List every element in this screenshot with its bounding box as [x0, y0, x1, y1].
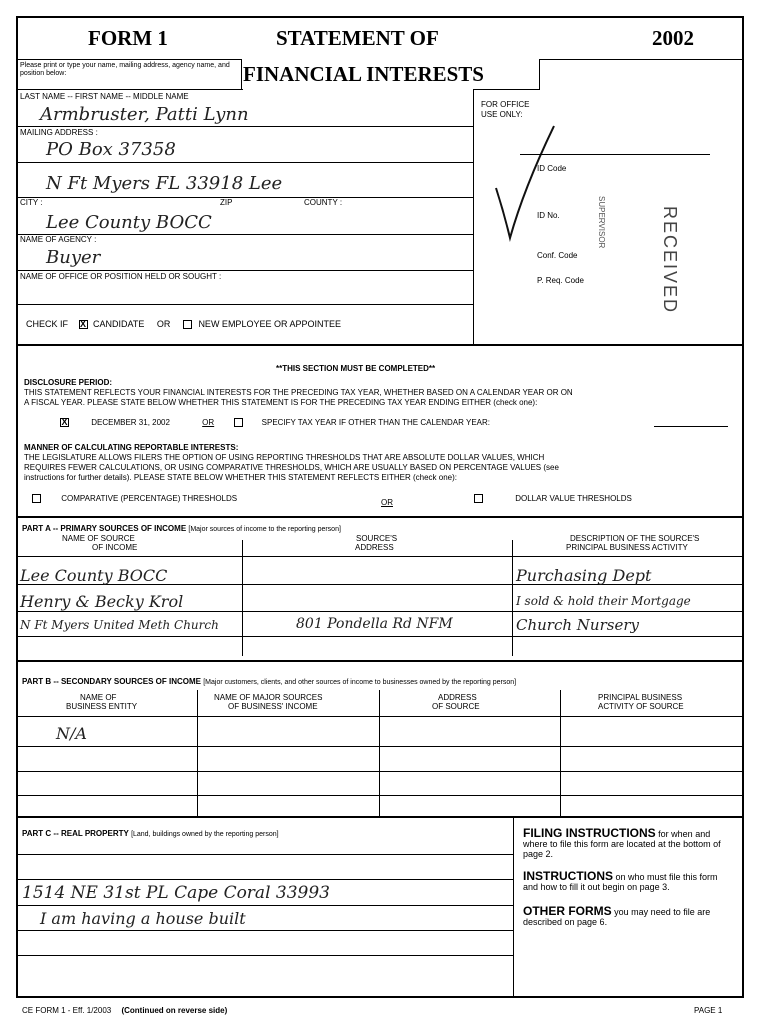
- id-code-line: [520, 154, 710, 155]
- partA-title-row: [22, 524, 341, 534]
- form-number: FORM 1: [88, 26, 168, 50]
- rule-address1: [16, 162, 473, 163]
- partA-rule2: [16, 611, 744, 612]
- partB-div1: [197, 690, 198, 816]
- county-label: COUNTY :: [304, 198, 343, 207]
- must-complete: **THIS SECTION MUST BE COMPLETED**: [276, 364, 436, 373]
- address-line2[interactable]: N Ft Myers FL 33918 Lee: [46, 173, 283, 194]
- table-row-1-name[interactable]: Lee County BOCC: [20, 566, 168, 585]
- dec31-label: DECEMBER 31, 2002: [91, 418, 170, 427]
- section-rule-3: [16, 660, 744, 662]
- partB-subtitle: [Major customers, clients, and other sources of income to businesses owned by the reporting person]: [203, 679, 517, 686]
- id-no-label: ID No.: [537, 211, 560, 220]
- conf-code-label: Conf. Code: [537, 251, 578, 260]
- p-req-code-label: P. Req. Code: [537, 276, 584, 285]
- section-rule-4: [16, 816, 744, 818]
- partB-col1b: BUSINESS ENTITY: [66, 702, 138, 711]
- filing-instructions: [523, 828, 735, 927]
- zip-label: ZIP: [220, 198, 233, 207]
- partB-div2: [379, 690, 380, 816]
- partC-rule5: [16, 955, 513, 956]
- title-line1: STATEMENT OF: [276, 26, 439, 50]
- table-row-3-desc[interactable]: Church Nursery: [516, 616, 639, 634]
- partB-title: PART B -- SECONDARY SOURCES OF INCOME: [22, 677, 201, 686]
- filing-p3: [523, 906, 735, 927]
- position-label: NAME OF OFFICE OR POSITION HELD OR SOUGHT :: [20, 272, 222, 281]
- partA-subtitle: [Major sources of income to the reporting person]: [188, 526, 341, 533]
- partB-col3b: OF SOURCE: [432, 702, 480, 711]
- rule-agency: [16, 270, 473, 271]
- position-value[interactable]: Buyer: [46, 247, 101, 268]
- partB-col4: PRINCIPAL BUSINESS: [598, 693, 683, 702]
- partC-divider: [513, 816, 514, 998]
- period-text-1: THIS STATEMENT REFLECTS YOUR FINANCIAL INTERESTS FOR THE PRECEDING TAX YEAR, WHETHER BASED ON A CALENDAR YEAR OR ON: [24, 388, 573, 397]
- title-box-right: [539, 59, 540, 89]
- rule-address2: [16, 197, 473, 198]
- address-line1[interactable]: PO Box 37358: [46, 139, 176, 160]
- period-text-2: A FISCAL YEAR. PLEASE STATE BELOW WHETHER THIS STATEMENT IS FOR THE PRECEDING TAX YEAR ENDING EITHER (check one):: [24, 398, 538, 407]
- partA-col1: NAME OF SOURCE: [62, 534, 135, 543]
- dec31-row: [60, 418, 490, 427]
- office-label-1: FOR OFFICE: [481, 100, 530, 109]
- address-label: MAILING ADDRESS :: [20, 128, 98, 137]
- rule-position: [16, 304, 473, 305]
- partC-rule2: [16, 879, 513, 880]
- filing-h2: INSTRUCTIONS: [523, 869, 613, 883]
- filing-t2: on who must file this form and how to fill it out begin on page 3.: [523, 872, 718, 892]
- partA-col2: SOURCE'S: [356, 534, 398, 543]
- partC-subtitle: [Land, buildings owned by the reporting person]: [131, 831, 279, 838]
- partC-line2[interactable]: I am having a house built: [40, 909, 246, 928]
- partC-rule3: [16, 905, 513, 906]
- manner-or: OR: [381, 498, 393, 507]
- new-employee-label: NEW EMPLOYEE OR APPOINTEE: [198, 319, 341, 329]
- agency-value[interactable]: Lee County BOCC: [46, 212, 212, 233]
- partA-col2b: ADDRESS: [355, 543, 394, 552]
- dollar-checkbox[interactable]: [474, 494, 483, 503]
- footer-form: CE FORM 1 - Eff. 1/2003: [22, 1006, 112, 1015]
- manner-text-3: instructions for further details). PLEASE STATE BELOW WHETHER THIS STATEMENT REFLECTS EITHER (check one):: [24, 473, 457, 482]
- name-value[interactable]: Armbruster, Patti Lynn: [40, 104, 249, 125]
- section-rule-1: [16, 344, 744, 346]
- table-row-2-name[interactable]: Henry & Becky Krol: [20, 592, 184, 611]
- partA-col1b: OF INCOME: [92, 543, 138, 552]
- specify-line: [654, 426, 728, 427]
- partB-col4b: ACTIVITY OF SOURCE: [598, 702, 684, 711]
- instruction-text: Please print or type your name, mailing address, agency name, and position below:: [20, 62, 230, 77]
- partC-title: PART C -- REAL PROPERTY: [22, 829, 129, 838]
- partA-col3: DESCRIPTION OF THE SOURCE'S: [570, 534, 700, 543]
- partB-col2b: OF BUSINESS' INCOME: [228, 702, 318, 711]
- agency-label: NAME OF AGENCY :: [20, 235, 97, 244]
- partB-rule2: [16, 771, 744, 772]
- header-bottom: [16, 89, 243, 90]
- partB-rule1: [16, 746, 744, 747]
- partB-header-rule: [16, 716, 744, 717]
- partB-div3: [560, 690, 561, 816]
- comparative-row: [32, 494, 237, 503]
- partA-header-rule: [16, 556, 744, 557]
- office-divider: [473, 89, 474, 344]
- partC-rule1: [16, 854, 513, 855]
- check-if-label: CHECK IF: [26, 319, 69, 329]
- table-row-1-desc[interactable]: Purchasing Dept: [516, 566, 652, 585]
- section-rule-2: [16, 516, 744, 518]
- dec31-or: OR: [202, 418, 215, 427]
- other-year-checkbox[interactable]: [234, 418, 243, 427]
- office-label-2: USE ONLY:: [481, 110, 523, 119]
- filing-t3: you may need to file are described on page 6.: [523, 907, 711, 927]
- name-label: LAST NAME -- FIRST NAME -- MIDDLE NAME: [20, 92, 189, 101]
- header-rule-right: [540, 59, 744, 60]
- checkmark-icon: [490, 118, 560, 248]
- stamp-received: RECEIVED: [660, 206, 680, 315]
- id-code-label: ID Code: [537, 164, 567, 173]
- title-line2: FINANCIAL INTERESTS: [243, 62, 484, 86]
- footer-continued: (Continued on reverse side): [121, 1006, 228, 1015]
- dollar-row: [474, 494, 632, 503]
- manner-text-2: REQUIRES FEWER CALCULATIONS, OR USING COMPARATIVE THRESHOLDS, WHICH ARE USUALLY BASED ON PERCENTAGE VALUES (see: [24, 463, 559, 472]
- new-employee-checkbox[interactable]: [183, 320, 192, 329]
- period-label: DISCLOSURE PERIOD:: [24, 378, 113, 387]
- manner-label: MANNER OF CALCULATING REPORTABLE INTERESTS:: [24, 443, 239, 452]
- table-row-2-desc[interactable]: I sold & hold their Mortgage: [516, 594, 691, 608]
- partB-na[interactable]: N/A: [56, 724, 87, 743]
- filing-p1: [523, 828, 735, 859]
- footer-page: PAGE 1: [694, 1006, 723, 1015]
- candidate-label: CANDIDATE: [93, 319, 145, 329]
- partB-title-row: [22, 677, 516, 687]
- table-row-3-name[interactable]: N Ft Myers United Meth Church: [20, 618, 219, 632]
- filing-h1: FILING INSTRUCTIONS: [523, 826, 656, 840]
- dec31-checkbox[interactable]: X: [61, 417, 68, 428]
- partB-rule3: [16, 795, 744, 796]
- comparative-checkbox[interactable]: [32, 494, 41, 503]
- form-year: 2002: [652, 26, 694, 50]
- footer-left: [22, 1006, 227, 1015]
- partA-rule3: [16, 636, 744, 637]
- table-row-3-address[interactable]: 801 Pondella Rd NFM: [296, 616, 453, 632]
- partC-rule4: [16, 930, 513, 931]
- manner-text-1: THE LEGISLATURE ALLOWS FILERS THE OPTION OF USING REPORTING THRESHOLDS THAT ARE ABSOLUTE DOLLAR VALUES, WHICH: [24, 453, 545, 462]
- instr-box-right: [241, 59, 242, 89]
- candidate-checkbox[interactable]: X: [80, 319, 87, 330]
- rule-name: [16, 126, 473, 127]
- filing-t1: for when and where to file this form are located at the bottom of page 2.: [523, 829, 721, 859]
- partA-div2: [512, 540, 513, 656]
- specify-label: SPECIFY TAX YEAR IF OTHER THAN THE CALENDAR YEAR:: [261, 418, 490, 427]
- filing-p2: [523, 871, 735, 892]
- partC-line1[interactable]: 1514 NE 31st PL Cape Coral 33993: [22, 883, 330, 903]
- partA-div1: [242, 540, 243, 656]
- comparative-label: COMPARATIVE (PERCENTAGE) THRESHOLDS: [61, 494, 238, 503]
- check-if-row: [26, 320, 341, 329]
- stamp-supervisor: SUPERVISOR: [597, 196, 606, 249]
- city-label: CITY :: [20, 198, 43, 207]
- partA-col3b: PRINCIPAL BUSINESS ACTIVITY: [566, 543, 688, 552]
- partA-title: PART A -- PRIMARY SOURCES OF INCOME: [22, 524, 187, 533]
- partB-col1: NAME OF: [80, 693, 117, 702]
- header-rule-left: [16, 59, 241, 60]
- dollar-label: DOLLAR VALUE THRESHOLDS: [515, 494, 632, 503]
- partB-col2: NAME OF MAJOR SOURCES: [214, 693, 323, 702]
- title-box-bottom: [473, 89, 540, 90]
- filing-h3: OTHER FORMS: [523, 904, 612, 918]
- partC-title-row: [22, 829, 279, 839]
- partB-col3: ADDRESS: [438, 693, 477, 702]
- or-label: OR: [156, 319, 171, 329]
